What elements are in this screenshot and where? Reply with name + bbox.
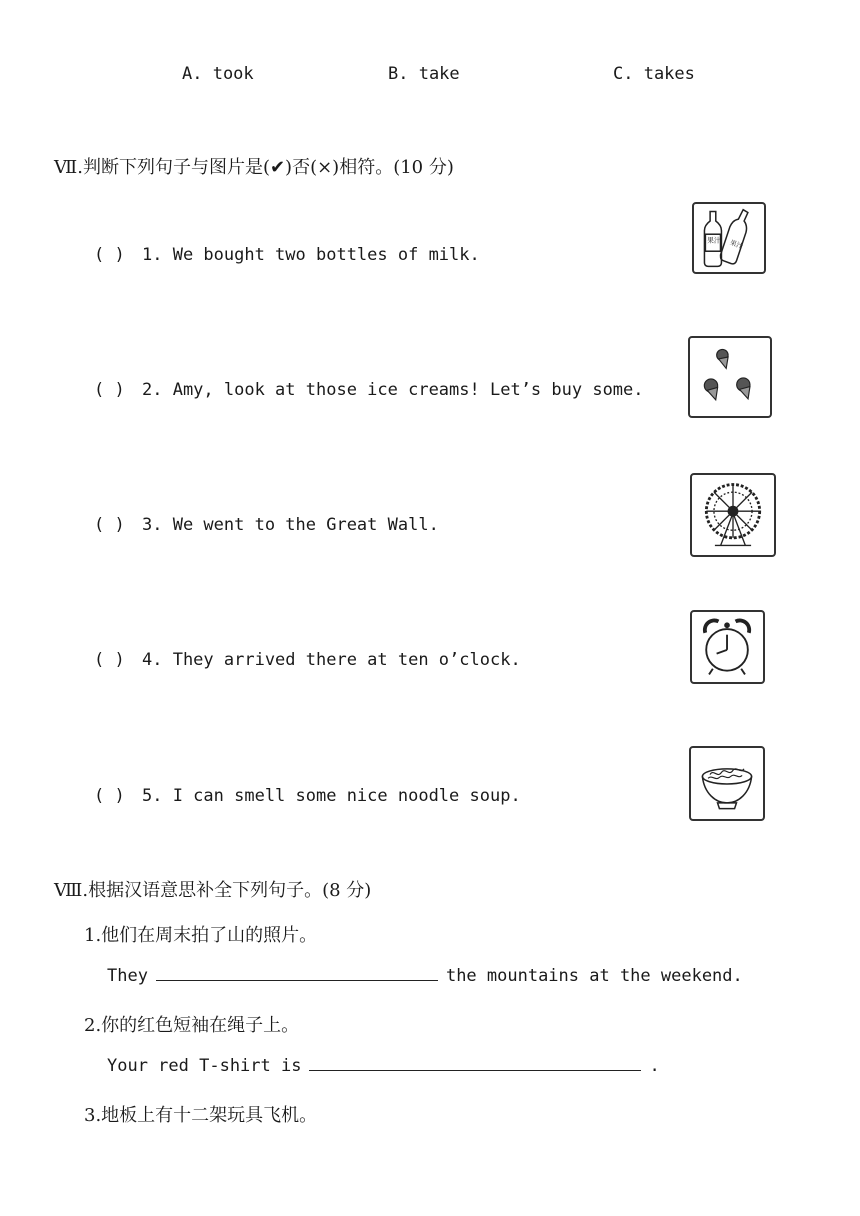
- option-a: A. took: [182, 64, 254, 84]
- ferris-wheel-icon: [690, 473, 776, 557]
- juice-bottles-icon: [692, 202, 766, 274]
- question-1-chinese: 1.他们在周末拍了山的照片。: [84, 925, 318, 946]
- answer-paren[interactable]: ( ): [94, 786, 125, 806]
- question-2-sentence: [107, 1056, 660, 1076]
- question-1-after: the mountains at the weekend.: [445, 966, 743, 986]
- question-2-chinese: 2.你的红色短袖在绳子上。: [84, 1015, 300, 1036]
- option-c: C. takes: [613, 64, 695, 84]
- ice-cream-icon: [688, 336, 772, 418]
- answer-paren[interactable]: ( ): [94, 245, 125, 265]
- question-1-sentence: [107, 966, 743, 986]
- alarm-clock-icon: [690, 610, 765, 684]
- item-5-text: 5. I can smell some nice noodle soup.: [142, 786, 521, 806]
- answer-paren[interactable]: ( ): [94, 380, 125, 400]
- item-4-text: 4. They arrived there at ten o’clock.: [142, 650, 521, 670]
- item-1-text: 1. We bought two bottles of milk.: [142, 245, 480, 265]
- answer-paren[interactable]: ( ): [94, 515, 125, 535]
- answer-paren[interactable]: ( ): [94, 650, 125, 670]
- answer-blank-2[interactable]: [309, 1056, 641, 1071]
- question-1-before: They: [107, 966, 148, 986]
- section-7-title: Ⅶ.判断下列句子与图片是(✔)否(×)相符。(10 分): [54, 157, 454, 178]
- section-8-title: Ⅷ.根据汉语意思补全下列句子。(8 分): [54, 880, 372, 901]
- question-2-before: Your red T-shirt is: [107, 1056, 302, 1076]
- question-3-chinese: 3.地板上有十二架玩具飞机。: [84, 1105, 318, 1126]
- option-b: B. take: [388, 64, 460, 84]
- answer-blank-1[interactable]: [156, 966, 438, 981]
- noodle-bowl-icon: [689, 746, 765, 821]
- bottle-label-right: 果汁: [728, 238, 745, 251]
- question-2-after: .: [649, 1056, 660, 1076]
- item-3-text: 3. We went to the Great Wall.: [142, 515, 439, 535]
- item-2-text: 2. Amy, look at those ice creams! Let’s buy some.: [142, 380, 644, 400]
- bottle-label-left: 果汁: [707, 236, 721, 245]
